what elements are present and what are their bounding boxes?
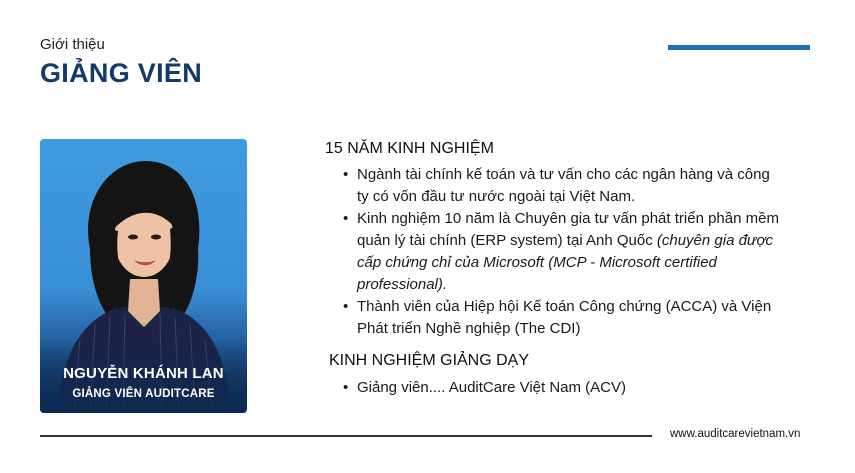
page-title: GIẢNG VIÊN (40, 58, 203, 88)
instructor-photo-card (40, 139, 247, 413)
footer-divider (40, 435, 652, 437)
list-item: • Ngành tài chính kế toán và tư vấn cho các ngân hàng và công ty có vốn đầu tư nước ngoài tại Việt Nam. (343, 164, 783, 208)
instructor-role: GIẢNG VIÊN AUDITCARE (72, 388, 215, 400)
list-item: • Kinh nghiệm 10 năm là Chuyên gia tư vấn phát triển phần mềm quản lý tài chính (ERP system) tại Anh Quốc (chuyên gia được cấp chứng chỉ của Microsoft (MCP - Microsoft certified professional). (343, 208, 783, 296)
website-link[interactable]: www.auditcarevietnam.vn (670, 428, 801, 440)
teaching-heading: KINH NGHIỆM GIẢNG DẠY (329, 352, 530, 369)
accent-divider (668, 45, 810, 50)
list-item: • Thành viên của Hiệp hội Kế toán Công chứng (ACCA) và Viện Phát triển Nghề nghiệp (The CDI) (343, 296, 783, 340)
experience-heading: 15 NĂM KINH NGHIỆM (325, 140, 494, 157)
instructor-name: NGUYỄN KHÁNH LAN (63, 365, 224, 382)
list-item: • Giảng viên.... AuditCare Việt Nam (ACV) (343, 377, 783, 399)
experience-list (343, 164, 783, 340)
section-eyebrow: Giới thiệu (40, 36, 105, 53)
list-item-italic: (chuyên gia được cấp chứng chỉ của Microsoft (MCP - Microsoft certified professional). (357, 232, 774, 293)
teaching-list (343, 377, 783, 399)
